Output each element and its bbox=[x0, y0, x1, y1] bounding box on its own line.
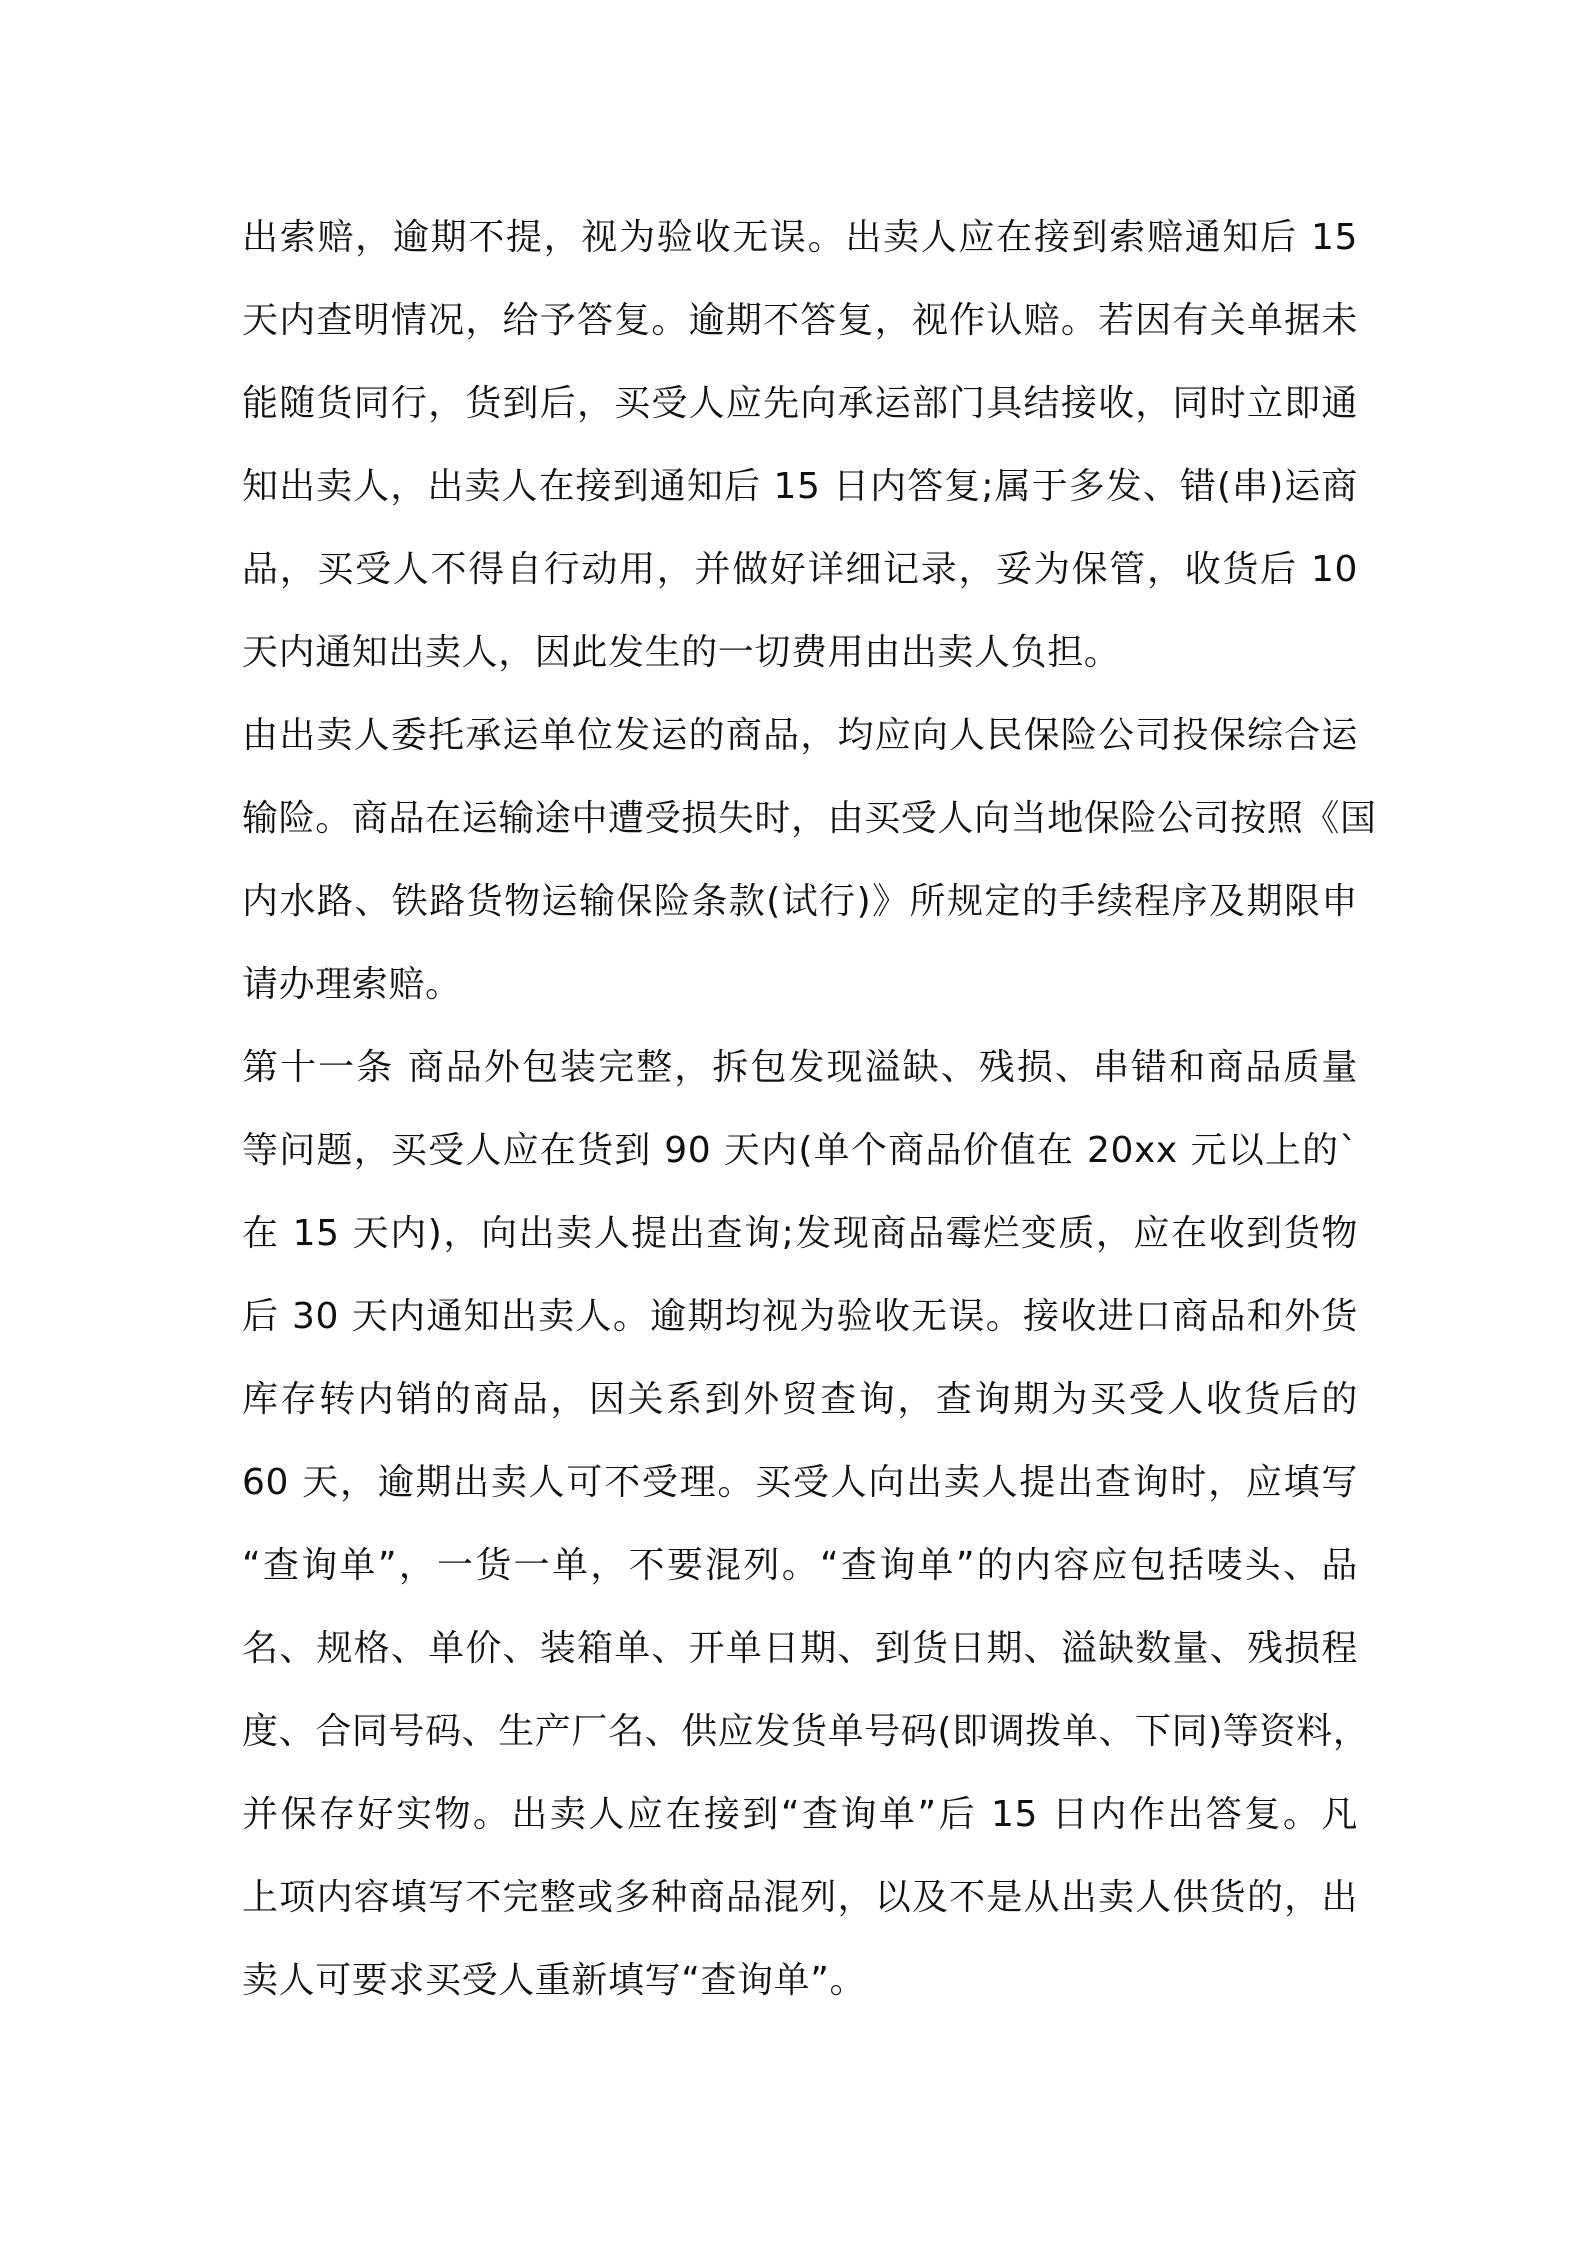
text-line: 库存转内销的商品，因关系到外贸查询，查询期为买受人收货后的 bbox=[242, 1379, 1358, 1420]
text-line: 在 15 天内)，向出卖人提出查询;发现商品霉烂变质，应在收到货物 bbox=[242, 1213, 1358, 1254]
text-line: 请办理索赔。 bbox=[242, 964, 462, 1005]
text-line: 上项内容填写不完整或多种商品混列，以及不是从出卖人供货的，出 bbox=[242, 1877, 1358, 1918]
text-line: 出索赔，逾期不提，视为验收无误。出卖人应在接到索赔通知后 15 bbox=[242, 217, 1358, 258]
text-line: 后 30 天内通知出卖人。逾期均视为验收无误。接收进口商品和外货 bbox=[242, 1296, 1358, 1337]
text-line: 内水路、铁路货物运输保险条款(试行)》所规定的手续程序及期限申 bbox=[242, 881, 1358, 922]
text-line: “查询单”，一货一单，不要混列。“查询单”的内容应包括唛头、品 bbox=[242, 1545, 1358, 1586]
text-line: 卖人可要求买受人重新填写“查询单”。 bbox=[242, 1960, 867, 2001]
text-line: 等问题，买受人应在货到 90 天内(单个商品价值在 20xx 元以上的` bbox=[242, 1130, 1358, 1171]
text-line: 品，买受人不得自行动用，并做好详细记录，妥为保管，收货后 10 bbox=[242, 549, 1358, 590]
text-line: 天内通知出卖人，因此发生的一切费用由出卖人负担。 bbox=[242, 632, 1121, 673]
text-line: 输险。商品在运输途中遭受损失时，由买受人向当地保险公司按照《国 bbox=[242, 798, 1377, 839]
text-line: 名、规格、单价、装箱单、开单日期、到货日期、溢缺数量、残损程 bbox=[242, 1628, 1358, 1669]
text-line: 天内查明情况，给予答复。逾期不答复，视作认赔。若因有关单据未 bbox=[242, 300, 1358, 341]
text-line: 60 天，逾期出卖人可不受理。买受人向出卖人提出查询时，应填写 bbox=[242, 1462, 1358, 1503]
body-text bbox=[242, 196, 1377, 2022]
text-line: 由出卖人委托承运单位发运的商品，均应向人民保险公司投保综合运 bbox=[242, 715, 1358, 756]
text-line: 知出卖人，出卖人在接到通知后 15 日内答复;属于多发、错(串)运商 bbox=[242, 466, 1358, 507]
text-line: 度、合同号码、生产厂名、供应发货单号码(即调拨单、下同)等资料， bbox=[242, 1711, 1370, 1752]
text-line: 第十一条 商品外包装完整，拆包发现溢缺、残损、串错和商品质量 bbox=[242, 1047, 1358, 1088]
text-line: 并保存好实物。出卖人应在接到“查询单”后 15 日内作出答复。凡 bbox=[242, 1794, 1358, 1835]
text-line: 能随货同行，货到后，买受人应先向承运部门具结接收，同时立即通 bbox=[242, 383, 1358, 424]
